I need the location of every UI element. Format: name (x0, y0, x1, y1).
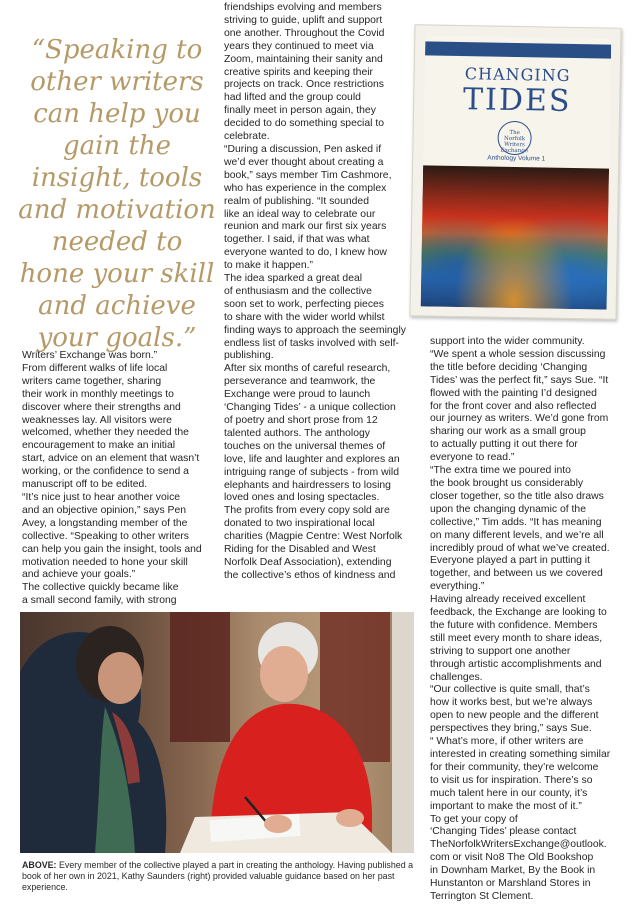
paragraph: “During a discussion, Pen asked if we’d ever thought about creating a book,” says member Tim Cashmore, who has experience in the complex realm of publishing. “It sounded like an ideal way to celebrate our reunion and mark our first six years together. I said, if that was what everyone wanted to do, I knew how to make it happen.” (224, 143, 392, 272)
members-photo (20, 612, 414, 853)
paragraph: From different walks of life local writers came together, sharing their work in monthly meetings to discover where their strengths and weaknesses lay. All visitors were welcomed, whether they needed the encouragement to make an initial start, advice on an element that wasn’t working, or the confidence to send a manuscript off to be edited. (22, 362, 200, 491)
paragraph: Having already received excellent feedback, the Exchange are looking to the future with confidence. Members still meet every month to share ideas, striving to support one another through artistic accomplishments and challenges. (430, 594, 607, 683)
article-column-1 (22, 350, 222, 608)
paragraph: The collective quickly became like a small second family, with strong (22, 582, 179, 607)
book-subtitle: Anthology Volume 1 (487, 154, 546, 163)
photo-illustration (20, 612, 414, 853)
paragraph: To get your copy of ‘Changing Tides’ please contact TheNorfolkWritersExchange@outlook. com or visit No8 The Old Bookshop in Downham Market, By the Book in Hunstanton or Marshland Stores in Terrington St Clement. (430, 813, 607, 902)
book-cover-photo (409, 24, 621, 320)
paragraph: Writers’ Exchange was born.” (22, 350, 158, 361)
paragraph: support into the wider community. (430, 336, 585, 347)
paragraph: “The extra time we poured into the book brought us considerably closer together, so the title also draws upon the changing dynamic of the collective,” Tim adds. “It has meaning on many different levels, and we’re all incredibly proud of what we’ve created. Everyone played a part in putting it together, and between us we covered everything.” (430, 465, 610, 593)
paragraph: “We spent a whole session discussing the title before deciding ‘Changing Tides’ was the perfect fit,” says Sue. “It flowed with the painting I’d designed for the front cover and also reflected our journey as writers. We’d gone from sharing our work as a small group to actually putting it out there for everyone to read.” (430, 348, 609, 464)
cover-band (425, 41, 611, 58)
article-column-2 (224, 2, 419, 583)
cover-painting (421, 165, 609, 309)
paragraph: “Our collective is quite small, that’s how it works best, but we’re always open to new people and the different perspectives they bring,” says Sue. “ What’s more, if other writers are interested in creating something similar for their community, they’re welcome to visit us for inspiration. There’s so much talent here in our county, it’s important to make the most of it.” (430, 684, 611, 812)
book-cover (421, 35, 612, 309)
caption-text: Every member of the collective played a part in creating the anthology. Having published a book of her own in 2021, Kathy Saunders (right) provided valuable guidance based on her past experience. (22, 860, 414, 893)
article-column-3 (430, 336, 630, 904)
book-title-line1: CHANGING (464, 64, 571, 85)
publisher-seal-icon: The Norfolk Writers Exchange (497, 121, 532, 156)
pull-quote: “Speaking to other writers can help you gain the insight, tools and motivation needed to hone your skill and achieve your goals.” (18, 35, 216, 353)
photo-caption (22, 860, 414, 894)
paragraph: After six months of careful research, perseverance and teamwork, the Exchange were proud to launch ‘Changing Tides’ - a unique collection of poetry and short prose from 12 talented authors. The anthology touches on the universal themes of love, life and laughter and explores an intriguing range of subjects - from wild elephants and hairdressers to losing loved ones and losing spectacles. The profits from every copy sold are donated to two inspirational local charities (Magpie Centre: West Norfolk Riding for the Disabled and West Norfolk Deaf Association), extending the collective’s ethos of kindness and (224, 363, 403, 581)
paragraph: “It’s nice just to hear another voice and an objective opinion,” says Pen Avey, a longstanding member of the collective. “Speaking to other writers can help you gain the insight, tools and motivation needed to hone your skill and achieve your goals.” (22, 491, 202, 581)
paragraph: The idea sparked a great deal of enthusiasm and the collective soon set to work, perfecting pieces to share with the wider world whilst finding ways to approach the seemingly endless list of tasks involved with self- publishing. (224, 273, 406, 362)
paragraph: friendships evolving and members striving to guide, uplift and support one another. Throughout the Covid years they continued to meet via Zoom, maintaining their sanity and creative spirits and keeping their projects on track. Once restrictions had lifted and the group could finally meet in person again, they decided to do something special to celebrate. (224, 2, 385, 143)
caption-label: ABOVE: (22, 860, 57, 870)
book-title-line2: TIDES (462, 82, 572, 119)
